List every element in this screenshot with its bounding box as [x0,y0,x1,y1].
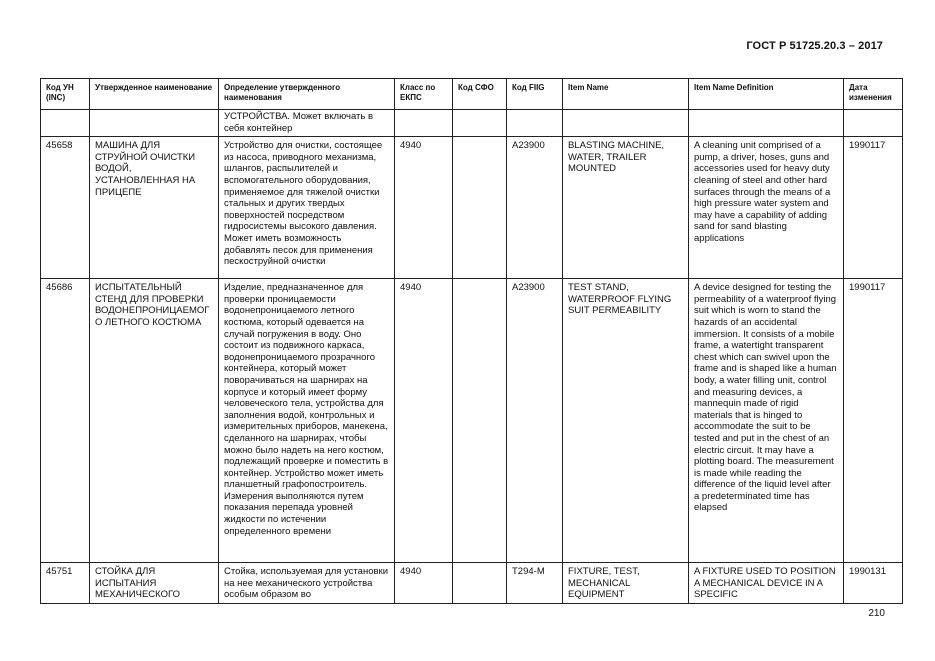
cell-date: 1990117 [844,137,903,279]
cell-item-name: TEST STAND, WATERPROOF FLYING SUIT PERMEABILITY [563,279,689,563]
cell-class: 4940 [395,279,453,563]
column-header-fiig: Код FIIG [507,79,563,110]
cell-inc [41,110,90,137]
cell-date: 1990117 [844,279,903,563]
cell-inc: 45658 [41,137,90,279]
column-header-inc: Код УН (INC) [41,79,90,110]
cell-approved-name: ИСПЫТАТЕЛЬНЫЙ СТЕНД ДЛЯ ПРОВЕРКИ ВОДОНЕПРОНИЦАЕМОГО ЛЕТНОГО КОСТЮМА [90,279,219,563]
cell-approved-name [90,110,219,137]
column-header-class: Класс по ЕКПС [395,79,453,110]
document-header-code: ГОСТ Р 51725.20.3 – 2017 [746,40,883,52]
cell-item-definition [689,110,844,137]
cell-date [844,110,903,137]
cell-inc: 45686 [41,279,90,563]
page-number: 210 [868,608,885,619]
column-header-date: Дата изменения [844,79,903,110]
cell-definition: УСТРОЙСТВА. Может включать в себя контейнер [219,110,395,137]
data-table [40,78,903,604]
cell-class: 4940 [395,137,453,279]
cell-approved-name: МАШИНА ДЛЯ СТРУЙНОЙ ОЧИСТКИ ВОДОЙ, УСТАНОВЛЕННАЯ НА ПРИЦЕПЕ [90,137,219,279]
cell-definition: Изделие, предназначенное для проверки проницаемости водонепроницаемого летного костюма, который одевается на случай погружения в воду. Оно состоит из подвижного каркаса, водонепроницаемого прозрачного контейнера, который может поворачиваться на шарнирах на корпусе и который имеет форму человеческого тела, устройства для заполнения водой, контрольных и измерительных приборов, манекена, сделанного на шарнирах, чтобы можно было надеть на него костюм, подлежащий проверке и поместить в контейнер. Устройство может иметь планшетный графопостроитель. Измерения выполняются путем показания перепада уровней жидкости по истечении определенного времени [219,279,395,563]
cell-fiig: A23900 [507,137,563,279]
cell-item-name [563,110,689,137]
cell-definition: Устройство для очистки, состоящее из насоса, приводного механизма, шлангов, распылителей и вспомогательного оборудования, применяемое для тяжелой очистки стальных и других твердых поверхностей посредством гидросистемы высокого давления. Может иметь возможность добавлять песок для применения пескоструйной очистки [219,137,395,279]
cell-definition: Стойка, используемая для установки на нее механического устройства особым образом во [219,563,395,604]
column-header-item-name: Item Name [563,79,689,110]
column-header-definition: Определение утвержденного наименования [219,79,395,110]
table-row [41,279,903,563]
cell-sfo [453,563,507,604]
cell-fiig: A23900 [507,279,563,563]
table-row [41,563,903,604]
cell-approved-name: СТОЙКА ДЛЯ ИСПЫТАНИЯ МЕХАНИЧЕСКОГО [90,563,219,604]
cell-class: 4940 [395,563,453,604]
cell-item-name: BLASTING MACHINE, WATER, TRAILER MOUNTED [563,137,689,279]
cell-inc: 45751 [41,563,90,604]
table-row [41,110,903,137]
column-header-item-definition: Item Name Definition [689,79,844,110]
cell-sfo [453,137,507,279]
cell-item-name: FIXTURE, TEST, MECHANICAL EQUIPMENT [563,563,689,604]
table-row [41,137,903,279]
column-header-approved-name: Утвержденное наименование [90,79,219,110]
table-header-row [41,79,903,110]
cell-date: 1990131 [844,563,903,604]
column-header-sfo: Код СФО [453,79,507,110]
cell-sfo [453,110,507,137]
cell-item-definition: A device designed for testing the permeability of a waterproof flying suit which is worn to stand the hazards of an accidental immersion. It consists of a mobile frame, a watertight transparent chest which can swivel upon the frame and is shaped like a human body, a water filling unit, control and measuring devices, a mannequin made of rigid materials that is hinged to accommodate the suit to be tested and put in the chest of an electric circuit. It may have a plotting board. The measurement is made while reading the difference of the liquid level after a predeterminated time has elapsed [689,279,844,563]
cell-fiig [507,110,563,137]
cell-sfo [453,279,507,563]
cell-item-definition: A FIXTURE USED TO POSITION A MECHANICAL DEVICE IN A SPECIFIC [689,563,844,604]
cell-fiig: T294-M [507,563,563,604]
cell-item-definition: A cleaning unit comprised of a pump, a driver, hoses, guns and accessories used for heavy duty cleaning of steel and other hard surfaces through the means of a high pressure water system and may have a capability of adding sand for sand blasting applications [689,137,844,279]
cell-class [395,110,453,137]
